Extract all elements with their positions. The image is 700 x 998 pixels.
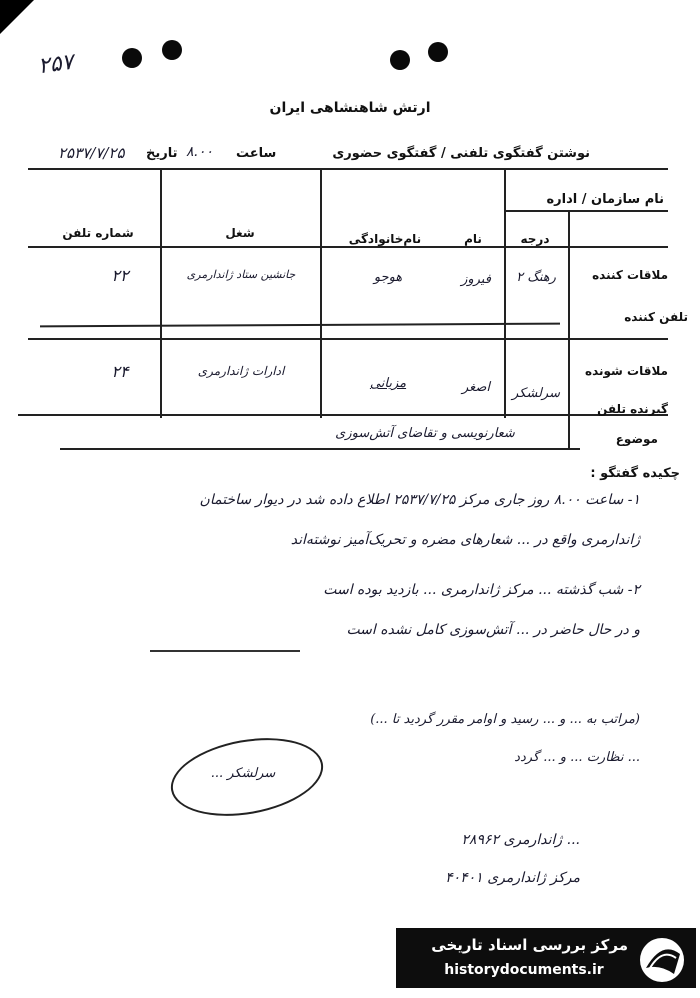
meeting-phone: ۲۲ — [111, 266, 129, 285]
punch-hole — [122, 48, 142, 68]
archive-url[interactable]: historydocuments.ir — [444, 962, 604, 978]
date-label: تاریخ — [146, 146, 178, 161]
table-border — [28, 168, 668, 170]
signature: سرلشکر ... — [210, 766, 276, 781]
subject-value: شعارنویسی و تقاضای آتش‌سوزی — [335, 426, 515, 441]
document-title: ارتش شاهنشاهی ایران — [269, 100, 431, 116]
col-family: نام‌خانوادگی — [348, 232, 422, 246]
punch-hole — [162, 40, 182, 60]
reference-line: مرکز ژاندارمری ۴۰۴۰۱ — [445, 870, 580, 886]
meeting-rank: رهنگ ۲ — [516, 270, 556, 285]
met-rank: سرلشکر — [512, 386, 560, 401]
note-line: (مراتب به ... و ... رسید و اوامر مقرر گردید تا ...) — [370, 712, 640, 727]
col-divider — [160, 168, 162, 418]
summary-line: و در حال حاضر در ... آتش‌سوزی کامل نشده است — [346, 622, 640, 638]
table-rule — [28, 246, 668, 248]
meeting-family: هوجو — [373, 270, 403, 285]
met-label: ملاقات شونده — [585, 364, 668, 378]
receiver-label: گیرنده تلفن — [597, 402, 668, 416]
archive-logo-icon — [634, 934, 692, 986]
punch-hole — [428, 42, 448, 62]
page-number: ۲۵۷ — [36, 49, 76, 80]
note-line: ... نظارت ... و ... گردد — [514, 750, 640, 765]
col-rank: درجه — [520, 232, 550, 246]
met-phone: ۲۴ — [111, 362, 129, 381]
time-label: ساعت — [236, 146, 277, 161]
col-job: شغل — [225, 226, 255, 240]
table-rule — [28, 338, 668, 340]
summary-line: ژاندارمری واقع در ... شعارهای مضره و تحریک‌آمیز نوشته‌اند — [290, 532, 640, 548]
time-value: ۸.۰۰ — [186, 144, 214, 160]
summary-line: ۱- ساعت ۸.۰۰ روز جاری مرکز ۲۵۳۷/۷/۲۵ اطلاع داده شد در دیوار ساختمان — [199, 492, 640, 508]
subject-label: موضوع — [615, 432, 658, 446]
summary-line: ۲- شب گذشته ... مرکز ژاندارمری ... بازدید بوده است — [323, 582, 640, 598]
reference-line: ... ژاندارمری ۲۸۹۶۲ — [461, 832, 580, 848]
date-value: ۲۵۳۷/۷/۲۵ — [58, 144, 125, 162]
table-rule — [504, 210, 668, 212]
col-divider — [504, 168, 506, 418]
meeting-name: فیروز — [461, 272, 491, 287]
summary-end-stroke — [150, 650, 300, 652]
col-divider — [320, 168, 322, 418]
summary-label: چکیده گفتگو : — [590, 466, 680, 481]
meeting-label: ملاقات کننده — [592, 268, 668, 282]
form-title: نوشتن گفتگوی تلفنی / گفتگوی حضوری — [332, 146, 590, 161]
org-label: نام سازمان / اداره — [546, 192, 664, 207]
met-family: مزیانی — [369, 376, 407, 391]
met-job: ادارات ژاندارمری — [197, 364, 285, 378]
col-phone: شماره تلفن — [62, 226, 134, 240]
handwritten-rule — [40, 323, 560, 327]
archive-name: مرکز بررسی اسناد تاریخی — [431, 936, 628, 954]
meeting-job: جانشین ستاد ژاندارمری — [186, 268, 296, 281]
folded-corner — [0, 0, 34, 34]
met-name: اصغر — [461, 380, 491, 395]
punch-hole — [390, 50, 410, 70]
subject-rule — [60, 448, 580, 450]
col-name: نام — [464, 232, 482, 246]
caller-label: تلفن کننده — [624, 310, 688, 324]
